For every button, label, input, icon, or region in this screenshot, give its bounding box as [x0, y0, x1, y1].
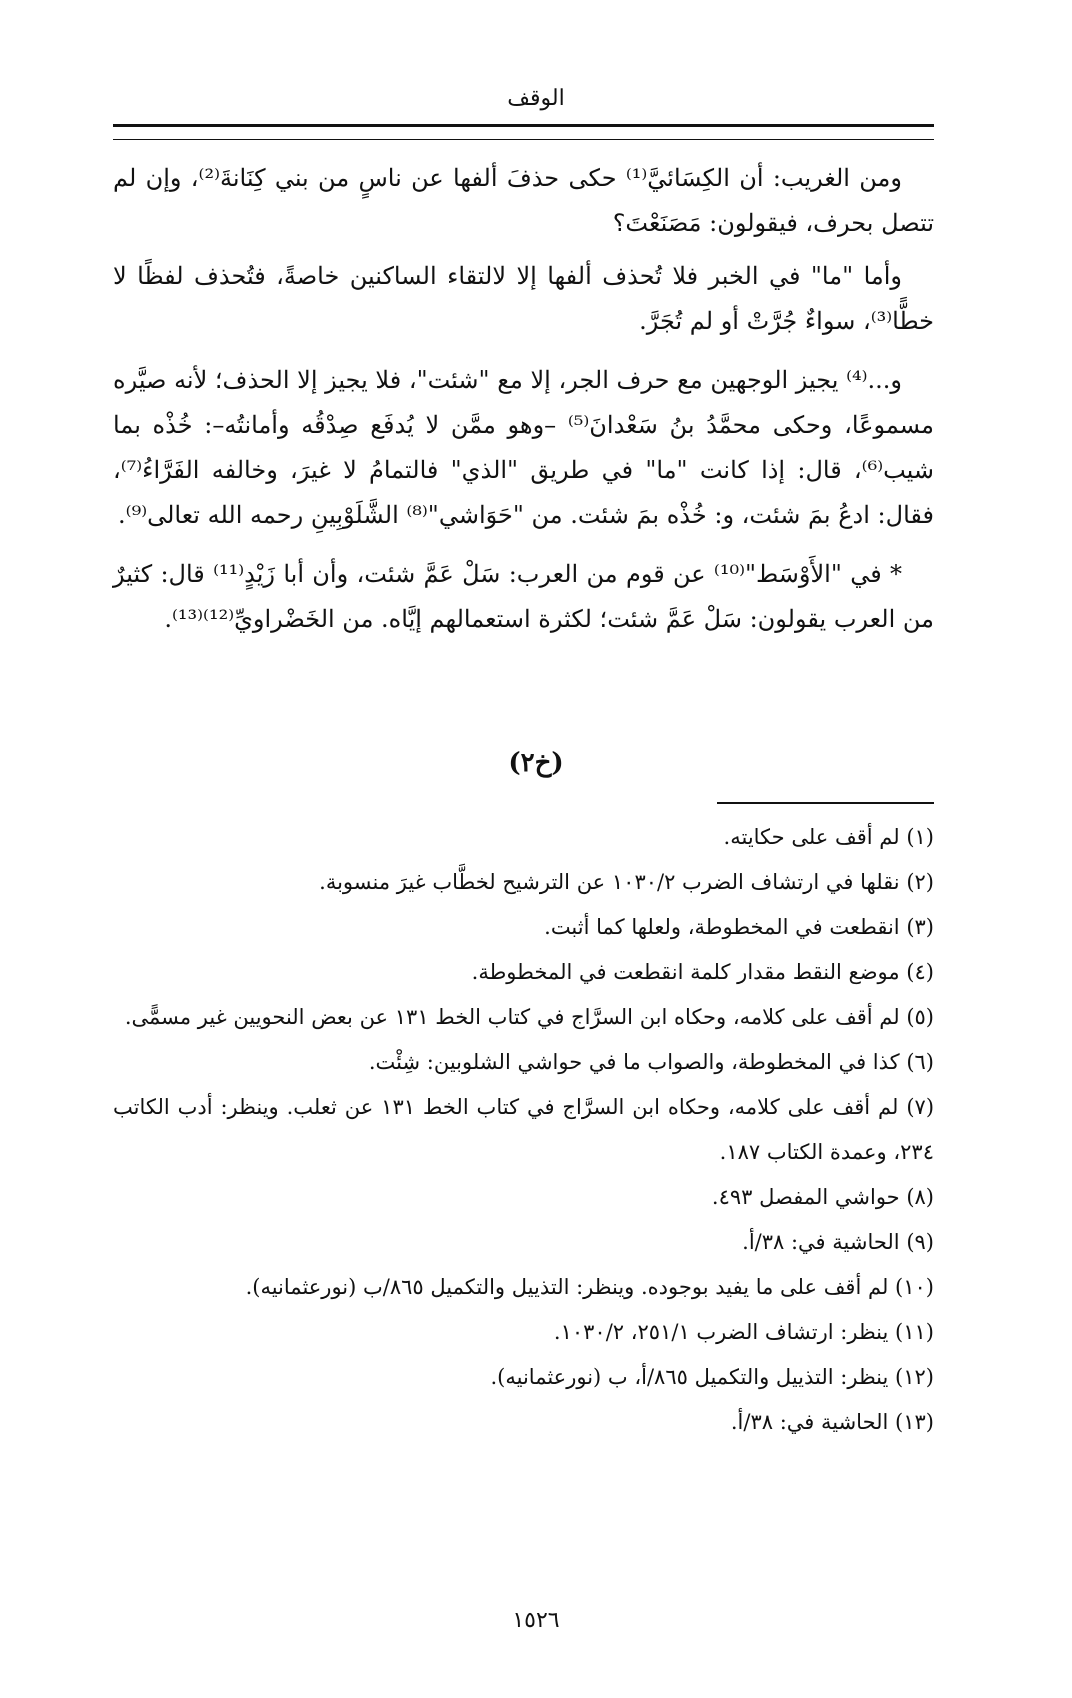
header-rule-thick [113, 124, 934, 127]
footnote-5: (٥) لم أقف على كلامه، وحكاه ابن السرَّاج في كتاب الخط ١٣١ عن بعض النحويين غير مسمًّى. [124, 1005, 934, 1029]
footnote-rule [717, 802, 934, 804]
paragraph-2: وأما "ما" في الخبر فلا تُحذف ألفها إلا لالتقاء الساكنين خاصةً، فتُحذف لفظًا لا خطًّا⁽³⁾، سواءٌ جُرَّتْ أو لم تُجَرَّ. [113, 262, 934, 335]
paragraph-4: * في "الأَوْسَط"⁽¹⁰⁾ عن قوم من العرب: سَلْ عَمَّ شئت، وأن أبا زَيْدٍ⁽¹¹⁾ قال: كثيرٌ من العرب يقولون: سَلْ عَمَّ شئت؛ لكثرة استعمالهم إيَّاه. من الخَضْراويِّ⁽¹²⁾⁽¹³⁾. [113, 560, 934, 633]
footnote-6: (٦) كذا في المخطوطة، والصواب ما في حواشي الشلوبين: شِئْت. [368, 1050, 934, 1074]
running-header: الوقف [507, 86, 565, 111]
footnote-3: (٣) انقطعت في المخطوطة، ولعلها كما أثبت. [544, 915, 934, 939]
footnote-10: (١٠) لم أقف على ما يفيد بوجوده. وينظر: التذييل والتكميل ٨٦٥/ب (نورعثمانيه). [245, 1275, 934, 1299]
footnote-1: (١) لم أقف على حكايته. [723, 825, 934, 849]
footnote-7: (٧) لم أقف على كلامه، وحكاه ابن السرَّاج في كتاب الخط ١٣١ عن ثعلب. وينظر: أدب الكاتب ٢٣٤، وعمدة الكتاب ١٨٧. [113, 1095, 935, 1164]
footnote-12: (١٢) ينظر: التذييل والتكميل ٨٦٥/أ، ب (نورعثمانيه). [490, 1365, 934, 1389]
paragraph-3: و...⁽⁴⁾ يجيز الوجهين مع حرف الجر، إلا مع "شئت"، فلا يجيز إلا الحذف؛ لأنه صيَّره مسموعًا، وحكى محمَّدُ بنُ سَعْدانَ⁽⁵⁾ –وهو ممَّن لا يُدفَع صِدْقُه وأمانتُه–: خُذْه بما شيب⁽⁶⁾، قال: إذا كانت "ما" في طريق "الذي" فالتمامُ لا غيرَ، وخالفه الفَرَّاءُ⁽⁷⁾، فقال: ادعُ بمَ شئت، و: خُذْه بمَ شئت. من "حَوَاشي"⁽⁸⁾ الشَّلَوْبِينِ رحمه الله تعالى⁽⁹⁾. [113, 366, 934, 529]
header-rule-thin [113, 139, 934, 140]
main-text [113, 156, 934, 656]
footnote-9: (٩) الحاشية في: ٣٨/أ. [742, 1230, 934, 1254]
footnote-8: (٨) حواشي المفصل ٤٩٣. [711, 1185, 934, 1209]
footnote-13: (١٣) الحاشية في: ٣٨/أ. [730, 1410, 934, 1434]
footnotes [113, 815, 934, 1445]
section-mark: (خ٢) [508, 748, 564, 778]
footnote-4: (٤) موضع النقط مقدار كلمة انقطعت في المخطوطة. [471, 960, 934, 984]
page-number: ١٥٢٦ [512, 1608, 560, 1633]
footnote-11: (١١) ينظر: ارتشاف الضرب ٢٥١/١، ١٠٣٠/٢. [553, 1320, 934, 1344]
footnote-2: (٢) نقلها في ارتشاف الضرب ١٠٣٠/٢ عن الترشيح لخطَّاب غيرَ منسوبة. [319, 870, 934, 894]
paragraph-1: ومن الغريب: أن الكِسَائيَّ⁽¹⁾ حكى حذفَ ألفها عن ناسٍ من بني كِنَانةَ⁽²⁾، وإن لم تتصل بحرف، فيقولون: مَصَنَعْتَ؟ [113, 164, 934, 237]
